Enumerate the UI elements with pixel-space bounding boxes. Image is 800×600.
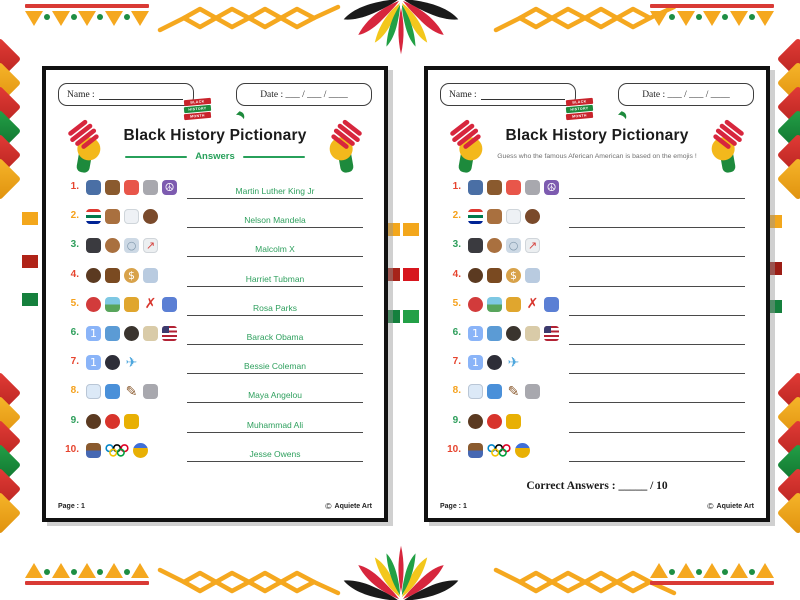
answer-text: Harriet Tubman bbox=[245, 273, 305, 284]
dot-icon bbox=[696, 569, 702, 575]
dot-icon bbox=[44, 14, 50, 20]
footer-credit bbox=[325, 501, 372, 511]
writing-hand-icon: ✎ bbox=[125, 383, 138, 400]
answer-text: Malcolm X bbox=[255, 244, 295, 255]
triangle-icon bbox=[105, 563, 123, 578]
triangle-icon bbox=[131, 563, 149, 578]
dot-icon bbox=[97, 14, 103, 20]
row-number: 1. bbox=[70, 181, 79, 192]
emoji-clues bbox=[468, 209, 540, 224]
corner-diamonds-top-right bbox=[782, 44, 800, 200]
copyright-icon: © bbox=[325, 501, 332, 511]
triangle-icon bbox=[78, 563, 96, 578]
keycap-one-icon: 1 bbox=[86, 326, 101, 341]
megaphone-icon bbox=[506, 180, 521, 195]
row-number: 6. bbox=[452, 327, 461, 338]
dot-icon bbox=[44, 569, 50, 575]
accent-square-yellow bbox=[403, 223, 419, 236]
bridge-at-night-icon bbox=[86, 180, 101, 195]
pictionary-row-10 bbox=[46, 440, 384, 462]
dove-icon bbox=[124, 209, 139, 224]
pictionary-row-2 bbox=[46, 206, 384, 228]
answer-line bbox=[569, 461, 745, 462]
footer-page-number: Page : 1 bbox=[58, 502, 85, 510]
emoji-clues bbox=[86, 355, 139, 370]
triangle-icon bbox=[756, 563, 774, 578]
row-number: 9. bbox=[452, 414, 461, 426]
dot-icon bbox=[124, 14, 130, 20]
pictionary-row-9 bbox=[46, 411, 384, 433]
microphone-icon bbox=[143, 180, 158, 195]
answer-text: Muhammad Ali bbox=[246, 419, 304, 430]
pictionary-row-7 bbox=[46, 352, 384, 374]
corner-diamonds-top-left bbox=[0, 44, 18, 200]
emoji-clues bbox=[86, 209, 158, 224]
row-number: 5. bbox=[70, 297, 79, 309]
pictionary-row-3 bbox=[46, 235, 384, 257]
triangle-icon bbox=[650, 11, 668, 26]
page-title: Black History Pictionary bbox=[505, 127, 689, 144]
answer-line bbox=[569, 373, 745, 374]
burst-ornament-bottom bbox=[342, 534, 460, 600]
pictionary-row-4 bbox=[46, 265, 384, 287]
red-bar bbox=[650, 581, 774, 585]
triangle-border-bottom-left bbox=[25, 563, 149, 585]
name-label: Name : bbox=[449, 89, 477, 100]
accent-square-red bbox=[403, 268, 419, 281]
briefcase-icon bbox=[105, 268, 120, 283]
ballot-box-icon bbox=[487, 326, 502, 341]
row-number: 8. bbox=[452, 385, 461, 397]
row-number: 7. bbox=[452, 356, 461, 368]
answer-line bbox=[569, 315, 745, 316]
answer-line bbox=[569, 432, 745, 433]
answer-line bbox=[569, 198, 745, 199]
keycap-one-icon: 1 bbox=[86, 355, 101, 370]
row-number: 1. bbox=[452, 181, 461, 192]
rose-icon bbox=[86, 297, 101, 312]
answer-line bbox=[187, 256, 363, 257]
row-number: 8. bbox=[70, 385, 79, 397]
logo-ribbon: MONTH bbox=[184, 112, 211, 120]
emoji-clues bbox=[468, 414, 521, 429]
page-title: Black History Pictionary bbox=[123, 127, 307, 144]
emoji-clues bbox=[468, 443, 530, 458]
red-bar bbox=[25, 4, 149, 8]
pictionary-row-9 bbox=[428, 411, 766, 433]
answer-line bbox=[569, 402, 745, 403]
dot-icon bbox=[696, 14, 702, 20]
logo-ribbon: BLACK bbox=[184, 98, 211, 106]
triangle-icon bbox=[25, 563, 43, 578]
runner-icon bbox=[86, 443, 101, 458]
diamond-chain-top-left bbox=[156, 3, 342, 33]
page-footer bbox=[440, 501, 754, 511]
man-office-worker-icon bbox=[506, 326, 521, 341]
answer-line bbox=[569, 256, 745, 257]
dot-icon bbox=[749, 14, 755, 20]
triangle-icon bbox=[25, 11, 43, 26]
seat-icon bbox=[162, 297, 177, 312]
keycap-one-icon: 1 bbox=[468, 326, 483, 341]
answer-text: Barack Obama bbox=[246, 332, 304, 342]
emoji-clues bbox=[468, 238, 540, 253]
pictionary-row-2 bbox=[428, 206, 766, 228]
burst-ornament-top bbox=[342, 0, 460, 66]
answer-text: Jesse Owens bbox=[249, 448, 301, 459]
peace-symbol-icon: ☮ bbox=[544, 180, 559, 195]
answer-line bbox=[187, 373, 363, 374]
accent-square-yellow bbox=[22, 212, 38, 225]
shield-icon bbox=[143, 268, 158, 283]
answer-line bbox=[187, 198, 363, 199]
worksheet-page-quiz bbox=[424, 66, 770, 522]
peace-symbol-icon: ☮ bbox=[162, 180, 177, 195]
emoji-clues bbox=[86, 326, 177, 341]
open-book-icon bbox=[468, 384, 483, 399]
old-man-face-icon bbox=[525, 209, 540, 224]
credit-name: Aquiete Art bbox=[334, 502, 372, 510]
emoji-clues bbox=[86, 414, 139, 429]
answer-text: Bessie Coleman bbox=[244, 361, 306, 372]
emoji-clues bbox=[468, 268, 540, 283]
triangle-border-top-right bbox=[650, 4, 774, 26]
accent-square-green bbox=[403, 310, 419, 323]
open-book-icon bbox=[86, 384, 101, 399]
bus-icon bbox=[506, 297, 521, 312]
row-number: 2. bbox=[70, 210, 79, 222]
pictionary-row-6 bbox=[428, 323, 766, 345]
man-office-worker-icon bbox=[124, 326, 139, 341]
pictionary-row-8 bbox=[46, 381, 384, 403]
pictionary-row-3 bbox=[428, 235, 766, 257]
old-man-face-icon bbox=[143, 209, 158, 224]
trophy-icon bbox=[124, 414, 139, 429]
row-number: 4. bbox=[70, 268, 79, 280]
oncoming-fist-icon bbox=[105, 238, 120, 253]
seat-icon bbox=[544, 297, 559, 312]
pictionary-row-6 bbox=[46, 323, 384, 345]
boxing-glove-icon bbox=[487, 414, 502, 429]
bus-icon bbox=[124, 297, 139, 312]
south-africa-flag-icon bbox=[86, 209, 101, 224]
row-number: 5. bbox=[452, 297, 461, 309]
logo-ribbon: MONTH bbox=[566, 112, 593, 120]
pictionary-row-4 bbox=[428, 265, 766, 287]
emoji-clues bbox=[86, 268, 158, 283]
dot-icon bbox=[722, 569, 728, 575]
accent-square-red bbox=[22, 255, 38, 268]
answer-line bbox=[187, 286, 363, 287]
chart-increasing-icon: ↗ bbox=[143, 238, 158, 253]
triangle-icon bbox=[677, 11, 695, 26]
triangle-border-bottom-right bbox=[650, 563, 774, 585]
emoji-clues bbox=[86, 384, 158, 399]
answers-subtitle-label: Answers bbox=[195, 151, 235, 162]
triangle-icon bbox=[52, 563, 70, 578]
row-number: 6. bbox=[70, 327, 79, 338]
answer-line bbox=[187, 315, 363, 316]
triangle-icon bbox=[52, 11, 70, 26]
row-number: 3. bbox=[452, 239, 461, 251]
answer-line bbox=[569, 286, 745, 287]
answer-text: Rosa Parks bbox=[253, 302, 297, 313]
answer-line bbox=[187, 402, 363, 403]
woman-pilot-icon bbox=[105, 355, 120, 370]
folded-hands-icon bbox=[487, 180, 502, 195]
airplane-icon: ✈ bbox=[125, 354, 138, 371]
dot-icon bbox=[71, 14, 77, 20]
credit-name: Aquiete Art bbox=[716, 502, 754, 510]
triangle-icon bbox=[756, 11, 774, 26]
microphone-icon bbox=[143, 384, 158, 399]
triangle-icon bbox=[105, 11, 123, 26]
row-number: 3. bbox=[70, 239, 79, 251]
folded-hands-icon bbox=[105, 180, 120, 195]
answer-line bbox=[187, 432, 363, 433]
classical-building-icon bbox=[525, 326, 540, 341]
row-number: 7. bbox=[70, 356, 79, 368]
dot-icon bbox=[749, 569, 755, 575]
answer-line bbox=[569, 227, 745, 228]
south-africa-flag-icon bbox=[468, 209, 483, 224]
magnifying-glass-icon: ○ bbox=[124, 238, 139, 253]
olympic-rings-icon bbox=[487, 443, 511, 458]
answer-line bbox=[569, 344, 745, 345]
logo-ribbon: HISTORY bbox=[184, 105, 211, 113]
pictionary-row-1 bbox=[46, 177, 384, 199]
trophy-icon bbox=[506, 414, 521, 429]
dot-icon bbox=[722, 14, 728, 20]
emoji-clues bbox=[468, 355, 521, 370]
triangle-icon bbox=[650, 563, 668, 578]
diamond-chain-bottom-left bbox=[156, 567, 342, 597]
red-bar bbox=[25, 581, 149, 585]
answer-line bbox=[187, 461, 363, 462]
footer-credit bbox=[707, 501, 754, 511]
logo-ribbon: HISTORY bbox=[566, 105, 593, 113]
date-label: Date : ___ / ___ / ____ bbox=[642, 89, 730, 100]
microphone-icon bbox=[525, 384, 540, 399]
answer-text: Martin Luther King Jr bbox=[235, 186, 315, 196]
triangle-icon bbox=[78, 11, 96, 26]
us-flag-icon bbox=[544, 326, 559, 341]
answer-text: Maya Angelou bbox=[248, 390, 302, 401]
us-flag-icon bbox=[162, 326, 177, 341]
dot-icon bbox=[124, 569, 130, 575]
pictionary-rows-quiz bbox=[428, 70, 766, 518]
sports-medal-icon bbox=[515, 443, 530, 458]
woman-pilot-icon bbox=[487, 355, 502, 370]
triangle-icon bbox=[703, 563, 721, 578]
page-footer bbox=[58, 501, 372, 511]
pictionary-row-8 bbox=[428, 381, 766, 403]
pictionary-rows-answers bbox=[46, 70, 384, 518]
flexed-bicep-icon bbox=[105, 209, 120, 224]
copyright-icon: © bbox=[707, 501, 714, 511]
triangle-icon bbox=[703, 11, 721, 26]
speaking-head-icon bbox=[105, 384, 120, 399]
runner-icon bbox=[468, 443, 483, 458]
date-label: Date : ___ / ___ / ____ bbox=[260, 89, 348, 100]
correct-answers-label: Correct Answers : _____ / 10 bbox=[526, 480, 668, 492]
sports-medal-icon bbox=[133, 443, 148, 458]
dot-icon bbox=[97, 569, 103, 575]
triangle-icon bbox=[677, 563, 695, 578]
emoji-clues bbox=[468, 384, 540, 399]
guess-instructions: Guess who the famous Aferican American is based on the emojis ! bbox=[497, 153, 697, 160]
magnifying-glass-icon: ○ bbox=[506, 238, 521, 253]
row-number: 4. bbox=[452, 268, 461, 280]
dove-icon bbox=[506, 209, 521, 224]
national-park-icon bbox=[487, 297, 502, 312]
pictionary-row-5 bbox=[46, 294, 384, 316]
emoji-clues bbox=[468, 180, 559, 195]
triangle-border-top-left bbox=[25, 4, 149, 26]
emoji-clues bbox=[86, 238, 158, 253]
corner-diamonds-bottom-right bbox=[782, 378, 800, 534]
money-bag-icon: $ bbox=[506, 268, 521, 283]
emoji-clues bbox=[86, 443, 148, 458]
row-number: 9. bbox=[70, 414, 79, 426]
pictionary-row-1 bbox=[428, 177, 766, 199]
dot-icon bbox=[71, 569, 77, 575]
olympic-rings-icon bbox=[105, 443, 129, 458]
bridge-at-night-icon bbox=[468, 180, 483, 195]
detective-icon bbox=[468, 238, 483, 253]
pictionary-row-10 bbox=[428, 440, 766, 462]
accent-square-green bbox=[22, 293, 38, 306]
answer-line bbox=[187, 227, 363, 228]
cross-mark-icon: ✗ bbox=[526, 296, 539, 313]
row-number: 2. bbox=[452, 210, 461, 222]
speaking-head-icon bbox=[487, 384, 502, 399]
bearded-man-icon bbox=[468, 414, 483, 429]
airplane-icon: ✈ bbox=[507, 354, 520, 371]
emoji-clues bbox=[468, 326, 559, 341]
dot-icon bbox=[669, 569, 675, 575]
cross-mark-icon: ✗ bbox=[144, 296, 157, 313]
corner-diamonds-bottom-left bbox=[0, 378, 18, 534]
rose-icon bbox=[468, 297, 483, 312]
dot-icon bbox=[669, 14, 675, 20]
classical-building-icon bbox=[143, 326, 158, 341]
emoji-clues bbox=[468, 297, 559, 312]
oncoming-fist-icon bbox=[487, 238, 502, 253]
microphone-icon bbox=[525, 180, 540, 195]
detective-icon bbox=[86, 238, 101, 253]
logo-ribbon: BLACK bbox=[566, 98, 593, 106]
triangle-icon bbox=[730, 563, 748, 578]
row-number: 10. bbox=[65, 443, 79, 455]
answer-line bbox=[187, 344, 363, 345]
worksheet-page-answers bbox=[42, 66, 388, 522]
shield-icon bbox=[525, 268, 540, 283]
footer-page-number: Page : 1 bbox=[440, 502, 467, 510]
woman-icon bbox=[468, 268, 483, 283]
emoji-clues bbox=[86, 180, 177, 195]
name-label: Name : bbox=[67, 89, 95, 100]
flexed-bicep-icon bbox=[487, 209, 502, 224]
keycap-one-icon: 1 bbox=[468, 355, 483, 370]
chart-increasing-icon: ↗ bbox=[525, 238, 540, 253]
ballot-box-icon bbox=[105, 326, 120, 341]
red-bar bbox=[650, 4, 774, 8]
triangle-icon bbox=[131, 11, 149, 26]
money-bag-icon: $ bbox=[124, 268, 139, 283]
boxing-glove-icon bbox=[105, 414, 120, 429]
national-park-icon bbox=[105, 297, 120, 312]
row-number: 10. bbox=[447, 443, 461, 455]
pictionary-row-7 bbox=[428, 352, 766, 374]
answer-text: Nelson Mandela bbox=[244, 215, 306, 226]
briefcase-icon bbox=[487, 268, 502, 283]
megaphone-icon bbox=[124, 180, 139, 195]
pictionary-row-5 bbox=[428, 294, 766, 316]
writing-hand-icon: ✎ bbox=[507, 383, 520, 400]
bearded-man-icon bbox=[86, 414, 101, 429]
triangle-icon bbox=[730, 11, 748, 26]
woman-icon bbox=[86, 268, 101, 283]
emoji-clues bbox=[86, 297, 177, 312]
